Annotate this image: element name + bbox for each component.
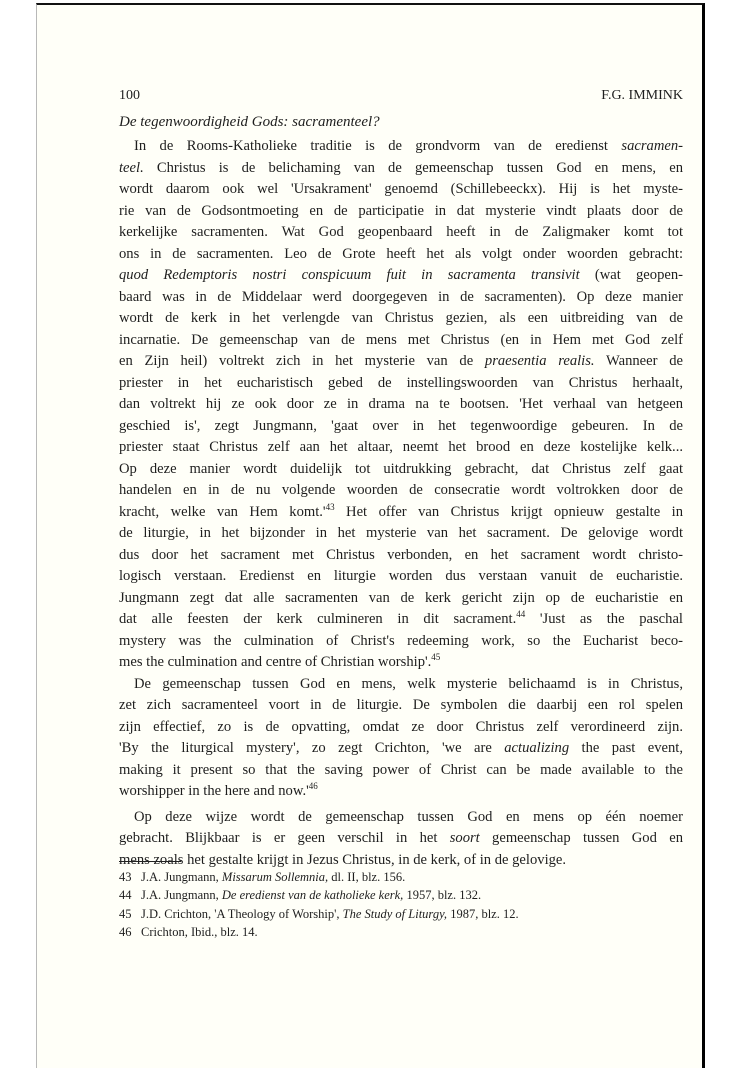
footnote-number: 45 [119, 906, 132, 921]
footnote-reference: 46 [308, 781, 318, 791]
body-text [119, 136, 683, 871]
text-run: (wat geopen- [579, 267, 683, 283]
text-line [119, 631, 683, 653]
text-line [119, 222, 683, 244]
text-run: ons in de sacramenten. Leo de Grote heeft het als volgt onder woorden gebracht: [119, 245, 683, 262]
text-line [119, 244, 683, 266]
text-run: mystery was the culmination of Christ's redeeming work, so the Eucharist beco- [119, 632, 683, 649]
footnote-separator [119, 861, 181, 862]
text-line [119, 760, 683, 782]
italic-text: teel. [119, 159, 144, 176]
text-run: Het offer van Christus krijgt opnieuw gestalte in [334, 503, 683, 520]
text-line [119, 308, 683, 330]
footnote [119, 923, 519, 941]
text-line [119, 566, 683, 588]
footnote-reference: 44 [516, 609, 526, 619]
text-line [119, 523, 683, 545]
paragraph [119, 674, 683, 803]
paragraph [119, 136, 683, 674]
text-run: dl. II, blz. 156. [328, 870, 406, 884]
text-run: 'Just as the paschal [525, 611, 683, 627]
text-run: Jungmann zegt dat alle sacramenten van de kerk gericht zijn op de eucharistie en [119, 589, 683, 606]
text-run: Op deze wijze wordt de gemeenschap tussen God en mens op één noemer [134, 808, 683, 825]
italic-text: sacramen- [621, 138, 683, 154]
text-run: dan voltrekt hij ze ook door ze in drama na te bootsen. 'Het verhaal van hetgeen [119, 396, 683, 412]
text-run: priester staat Christus zelf aan het altaar, neemt het brood en deze kostelijke kelk... [119, 439, 683, 455]
text-line [119, 717, 683, 739]
text-line [119, 351, 683, 373]
text-line [119, 609, 683, 631]
footnote [119, 905, 519, 923]
text-run: In de Rooms-Katholieke traditie is de grondvorm van de eredienst [134, 138, 622, 154]
text-line [119, 287, 683, 309]
text-line [119, 136, 683, 158]
text-line [119, 459, 683, 481]
text-run: mes the culmination and centre of Christian worship'. [119, 654, 432, 670]
text-run: 1957, blz. 132. [403, 888, 482, 903]
text-line [119, 828, 683, 850]
text-run: gebracht. Blijkbaar is er geen verschil in het [119, 830, 450, 846]
text-line [119, 158, 683, 180]
text-line [119, 394, 683, 416]
text-run: priester in het eucharistisch gebed de instellingswoorden van Christus herhaalt, [119, 374, 683, 391]
text-run: incarnatie. De gemeenschap van de mens met Christus (en in Hem met God zelf [119, 331, 683, 348]
text-run: Wanneer de [594, 353, 683, 369]
footnote-reference: 43 [325, 501, 335, 512]
text-run: the past event, [569, 740, 683, 756]
text-line [119, 674, 683, 696]
text-line [119, 738, 683, 760]
text-run: kerkelijke sacramenten. Wat God geopenbaard heeft in de Zaligmaker komt tot [119, 224, 683, 240]
text-run: making it present so that the saving power of Christ can be made available to the [119, 761, 683, 778]
text-run: zijn effectief, zo is de opvatting, omdat ze door Christus zelf verordineerd zijn. [119, 718, 683, 735]
text-run: baard was in de Middelaar werd doorgegeven in de sacramenten). Op deze manier [119, 288, 683, 305]
text-line [119, 330, 683, 352]
text-line [119, 502, 683, 524]
text-run: Christus is de belichaming van de gemeenschap tussen God en mens, en [143, 159, 683, 176]
footnote-number: 46 [119, 924, 132, 939]
footnote [119, 868, 519, 886]
text-run: wordt de kerk in het verlengde van Christus gezien, als een uitbreiding van de [119, 310, 683, 326]
text-line [119, 416, 683, 438]
footnotes [119, 868, 519, 941]
text-line [119, 807, 683, 829]
text-line [119, 545, 683, 567]
running-head-author: F.G. IMMINK [601, 88, 683, 103]
text-run: J.A. Jungmann, [141, 888, 222, 903]
text-run: Op deze manier wordt duidelijk tot uitdrukking gebracht, dat Christus zelf gaat [119, 460, 683, 477]
text-run: rie van de Godsontmoeting en de participatie in dat mysterie vindt plaats door de [119, 202, 683, 219]
text-run: wordt daarom ook wel 'Ursakrament' genoemd (Schillebeeckx). Hij is het myste- [119, 181, 683, 197]
text-line [119, 695, 683, 717]
text-run: mens zoals het gestalte krijgt in Jezus Christus, in de kerk, of in de gelovige. [119, 851, 567, 868]
text-run: De gemeenschap tussen God en mens, welk mysterie belichaamd is in Christus, [134, 675, 683, 692]
paragraph [119, 807, 683, 872]
text-line [119, 179, 683, 201]
page-number: 100 [119, 88, 140, 103]
text-run: de liturgie, in het bijzonder in het mysterie van het sacrament. De gelovige wordt [119, 525, 683, 541]
italic-text: Missarum Sollemnia, [221, 870, 329, 884]
text-run: 1987, blz. 12. [447, 906, 519, 921]
text-line [119, 265, 683, 287]
running-header [119, 88, 683, 104]
text-run: gemeenschap tussen God en [479, 830, 683, 846]
text-line [119, 437, 683, 459]
text-run: en Zijn heil) voltrekt zich in het mysterie van de [119, 353, 485, 369]
text-line [119, 480, 683, 502]
italic-text: soort [449, 830, 480, 846]
text-run: J.D. Crichton, 'A Theology of Worship', [141, 906, 343, 921]
section-title: De tegenwoordigheid Gods: sacramenteel? [119, 114, 380, 130]
italic-text: quod Redemptoris nostri conspicuum fuit in sacramenta transivit [119, 267, 580, 283]
text-run: handelen en in de nu volgende woorden de consecratie wordt voltrokken door de [119, 482, 683, 498]
italic-text: praesentia realis. [484, 353, 595, 369]
text-line [119, 373, 683, 395]
text-run: 'By the liturgical mystery', zo zegt Crichton, 'we are [119, 740, 505, 756]
footnote-number: 43 [119, 870, 132, 884]
text-line [119, 201, 683, 223]
text-line [119, 781, 683, 803]
footnote-number: 44 [119, 888, 132, 903]
text-run: geschied is', zegt Jungmann, 'gaat over in het tegenwoordige gebeuren. In de [119, 417, 683, 434]
italic-text: De eredienst van de katholieke kerk, [221, 888, 404, 903]
text-run: logisch verstaan. Eredienst en liturgie worden dus verstaan vanuit de eucharistie. [119, 568, 683, 584]
footnote [119, 886, 519, 904]
text-run: zet zich sacramenteel voort in de liturgie. De symbolen die daarbij een rol spelen [119, 697, 683, 713]
text-run: dat alle feesten der kerk culmineren in dit sacrament. [119, 611, 517, 627]
text-run: worshipper in the here and now.' [119, 783, 309, 799]
text-run: dus door het sacrament met Christus verbonden, en het sacrament wordt christo- [119, 546, 683, 563]
text-line [119, 652, 683, 674]
text-run: J.A. Jungmann, [141, 870, 222, 884]
text-run: Crichton, Ibid., blz. 14. [141, 924, 258, 939]
italic-text: actualizing [504, 740, 570, 756]
footnote-reference: 45 [431, 652, 441, 662]
text-run: kracht, welke van Hem komt.' [119, 503, 326, 520]
text-line [119, 588, 683, 610]
italic-text: The Study of Liturgy, [342, 906, 448, 921]
